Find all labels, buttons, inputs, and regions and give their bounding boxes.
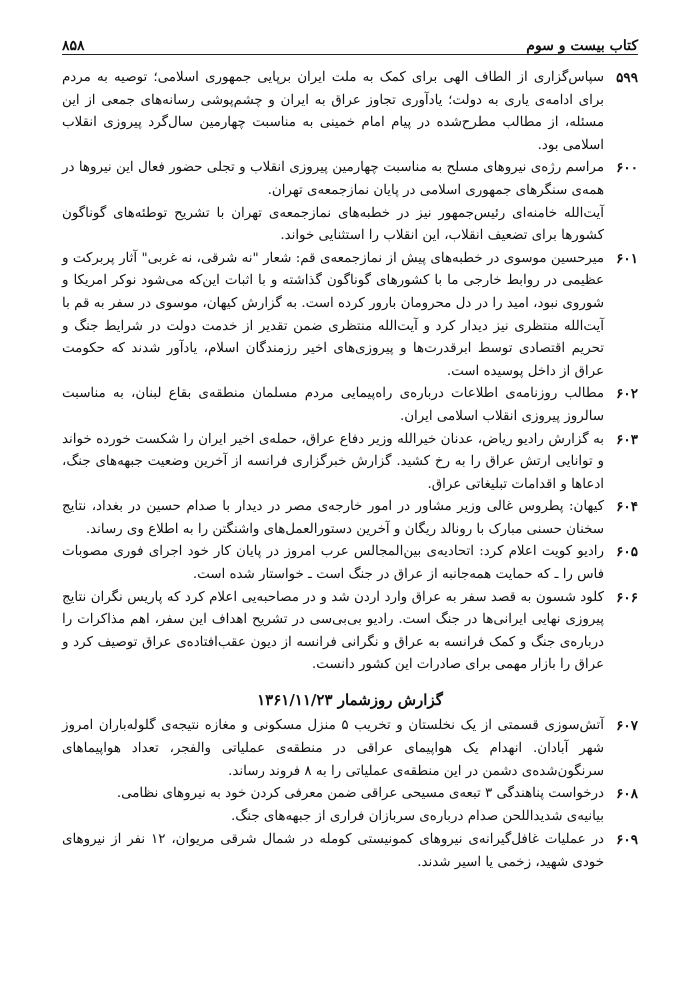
- entry-number: ۶۰۳: [616, 431, 638, 448]
- entry-paragraph: به گزارش رادیو ریاض، عدنان خیرالله وزیر دفاع عراق، حمله‌ی اخیر ایران را شکست خورده خواند و توانایی ارتش عراق را به رخ کشید. گزارش خبرگزاری فرانسه از آخرین وضعیت جبهه‌های جنگ، ادعاها و اقدامات تبلیغاتی عراق.: [62, 431, 604, 492]
- entry-paragraph: سپاس‌گزاری از الطاف الهی برای کمک به ملت ایران برپایی جمهوری اسلامی؛ توصیه به مردم برای ادامه‌ی یاری به دولت؛ یادآوری تجاوز عراق به ایران و چشم‌پوشی رسانه‌های جمعی از این مسئله، از مطالب مطرح‌شده در پیام امام خمینی به مناسبت چهارمین سال‌گرد پیروزی انقلاب اسلامی بود.: [62, 70, 604, 153]
- entry-paragraph: کیهان: پطروس غالی وزیر مشاور در امور خارجه‌ی مصر در دیدار با صدام حسین در بغداد، نتایج سخنان حسنی مبارک با رونالد ریگان و آخرین دستورالعمل‌های واشنگتن را به اطلاع وی رساند.: [62, 499, 604, 537]
- entry: [62, 383, 638, 428]
- entry-body: [62, 496, 604, 541]
- entry-paragraph: آیت‌الله خامنه‌ای رئیس‌جمهور نیز در خطبه‌های نمازجمعه‌ی تهران با تشریح توطئه‌های گوناگون کشورها برای تضعیف انقلاب، این انقلاب را استثنایی خواند.: [62, 205, 604, 244]
- entry-number: ۶۰۵: [616, 544, 638, 561]
- entry-number: ۶۰۴: [616, 499, 638, 516]
- entry-body: [62, 783, 604, 829]
- section-heading: گزارش روزشمار ۱۳۶۱/۱۱/۲۳: [257, 691, 443, 710]
- entry: [62, 248, 638, 384]
- entry-paragraph: در عملیات غافل‌گیرانه‌ی نیروهای کمونیستی کومله در شمال شرقی مریوان، ۱۲ نفر از نیروهای خودی شهید، زخمی یا اسیر شدند.: [62, 832, 604, 870]
- entry-body: [62, 429, 604, 497]
- entry-number: ۵۹۹: [616, 70, 638, 86]
- entry-number: ۶۰۲: [616, 386, 638, 403]
- entry-body: [62, 157, 604, 247]
- entry-body: [62, 587, 604, 677]
- running-header: [62, 30, 638, 55]
- entry-body: [62, 829, 604, 875]
- entry-paragraph: کلود شسون به قصد سفر به عراق وارد اردن شد و در مصاحبه‌یی اعلام کرد که پاریس نگران نتایج پیروزی نهایی ایرانی‌ها در جنگ است. رادیو بی‌بی‌سی در تشریح اهداف این سفر، اهم مذاکرات را درباره‌ی جنگ و کمک فرانسه به عراق و نگرانی فرانسه از دیون عقب‌افتاده‌ی عراق توصیف کرد و عراق را بازار مهمی برای صادرات این کشور دانست.: [62, 589, 604, 673]
- entry-body: [62, 67, 604, 157]
- entry-body: [62, 383, 604, 428]
- entry-number: ۶۰۸: [616, 786, 638, 803]
- entry-number: ۶۰۱: [616, 250, 638, 267]
- entry: [62, 429, 638, 497]
- entry: [62, 157, 638, 247]
- entry-body: [62, 248, 604, 384]
- entry-number: ۶۰۶: [616, 589, 638, 606]
- entry-paragraph: آتش‌سوزی قسمتی از یک نخلستان و تخریب ۵ منزل مسکونی و مغازه نتیجه‌ی گلوله‌باران امروز شهر آبادان. انهدام یک هواپیمای عراقی در منطقه‌ی عملیاتی والفجر، تعداد هواپیماهای سرنگون‌شده‌ی دشمن در این منطقه‌ی عملیاتی را به ۸ فروند رساند.: [62, 718, 604, 779]
- entry: [62, 829, 638, 875]
- entry: [62, 783, 638, 829]
- page-number: ۸۵۸: [62, 38, 85, 54]
- entry-body: [62, 541, 604, 586]
- entry-paragraph: مطالب روزنامه‌ی اطلاعات درباره‌ی راه‌پیمایی مردم مسلمان منطقه‌ی بقاع لبنان، به مناسبت سالروز پیروزی انقلاب اسلامی ایران.: [62, 386, 604, 424]
- entry-number: ۶۰۷: [616, 718, 638, 735]
- entries-list-2: [62, 715, 638, 875]
- entry: [62, 67, 638, 157]
- entry-number: ۶۰۹: [616, 832, 638, 849]
- entry-paragraph: رادیو کویت اعلام کرد: اتحادیه‌ی بین‌المجالس عرب امروز در پایان کار خود اجرای فوری مصوبات فاس را ـ که حمایت همه‌جانبه از عراق در جنگ است ـ خواستار شده است.: [62, 544, 604, 583]
- entry-paragraph: میرحسین موسوی در خطبه‌های پیش از نمازجمعه‌ی قم: شعار "نه شرقی، نه غربی" آثار پربرکت و عظیمی در روابط خارجی ما با کشورهای گوناگون گذاشته و با اثبات این‌که می‌شود نوکر امریکا و شوروی نبود، امید را در دل محرومان بارور کرده است. به گزارش کیهان، موسوی در سفر به قم با آیت‌الله منتظری نیز دیدار کرد و آیت‌الله منتظری ضمن تقدیر از خدمت دولت در شرایط جنگ و تحریم اقتصادی توسط ابرقدرت‌ها و پیروزی‌های اخیر رزمندگان اسلام، یادآور شدند که حکومت عراق از داخل پوسیده است.: [62, 250, 604, 379]
- entry: [62, 587, 638, 677]
- entry-body: [62, 715, 604, 783]
- entry-paragraph: درخواست پناهندگی ۳ تبعه‌ی مسیحی عراقی ضمن معرفی کردن خود به نیروهای نظامی.: [116, 786, 604, 802]
- entry: [62, 715, 638, 783]
- entry: [62, 496, 638, 541]
- entries-list-1: [62, 67, 638, 677]
- entry-paragraph: بیانیه‌ی شدیداللحن صدام درباره‌ی سربازان فراری از جبهه‌های جنگ.: [231, 809, 604, 825]
- book-title: کتاب بیست و سوم: [526, 38, 638, 54]
- entry: [62, 541, 638, 586]
- entry-paragraph: مراسم رژه‌ی نیروهای مسلح به مناسبت چهارمین پیروزی انقلاب و تجلی حضور فعال این نیروها در همه‌ی سنگرهای جمهوری اسلامی در پایان نمازجمعه‌ی تهران.: [62, 160, 604, 198]
- entry-number: ۶۰۰: [616, 160, 638, 177]
